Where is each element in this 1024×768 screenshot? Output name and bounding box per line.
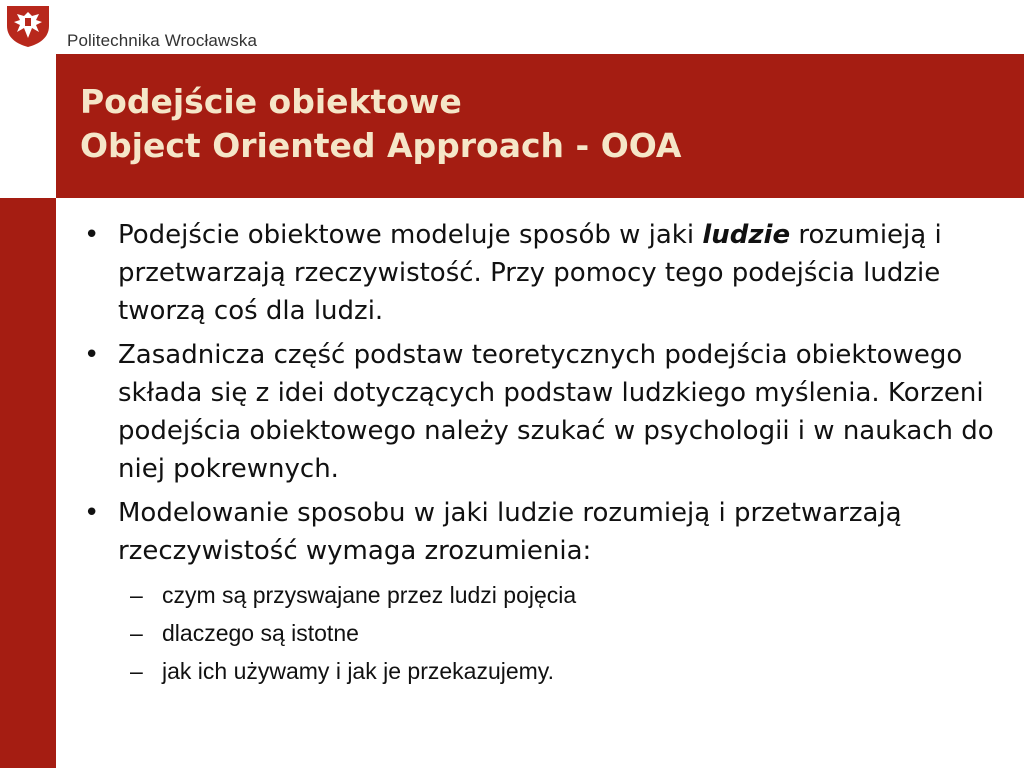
bullet-item <box>80 336 1000 488</box>
bullet-icon: • <box>84 340 100 370</box>
eagle-shield-icon <box>3 4 53 48</box>
bullet-text-end: rozumieją i przetwarzają rzeczywistość. Przy pomocy tego podejścia ludzie tworzą coś dla ludzi. <box>118 220 942 326</box>
university-logo-icon <box>3 4 53 48</box>
dash-icon: – <box>130 582 143 608</box>
sub-list-item <box>80 652 1000 690</box>
slide-content <box>80 216 1000 690</box>
slide-title-line-2: Object Oriented Approach - OOA <box>80 126 682 165</box>
sub-item-text: jak ich używamy i jak je przekazujemy. <box>162 658 554 684</box>
bullet-item <box>80 494 1000 570</box>
bullet-text: Modelowanie sposobu w jaki ludzie rozumieją i przetwarzają rzeczywistość wymaga zrozumienia: <box>118 498 902 566</box>
bullet-emphasis: ludzie <box>702 220 791 250</box>
sub-item-text: czym są przyswajane przez ludzi pojęcia <box>162 582 577 608</box>
bullet-text-start: Podejście obiektowe modeluje sposób w jaki <box>118 220 703 250</box>
dash-icon: – <box>130 658 143 684</box>
university-name: Politechnika Wrocławska <box>67 31 258 50</box>
left-accent-bar <box>0 198 56 768</box>
sub-item-text: dlaczego są istotne <box>162 620 359 646</box>
sub-list-item <box>80 576 1000 614</box>
slide-title-line-1: Podejście obiektowe <box>80 82 462 121</box>
bullet-icon: • <box>84 220 100 250</box>
bullet-item <box>80 216 1000 330</box>
dash-icon: – <box>130 620 143 646</box>
slide-title <box>80 80 681 168</box>
bullet-text: Zasadnicza część podstaw teoretycznych podejścia obiektowego składa się z idei dotyczących podstaw ludzkiego myślenia. Korzeni podejścia obiektowego należy szukać w psychologii i w naukach do niej pokrewnych. <box>118 340 994 484</box>
sub-list-item <box>80 614 1000 652</box>
bullet-icon: • <box>84 498 100 528</box>
